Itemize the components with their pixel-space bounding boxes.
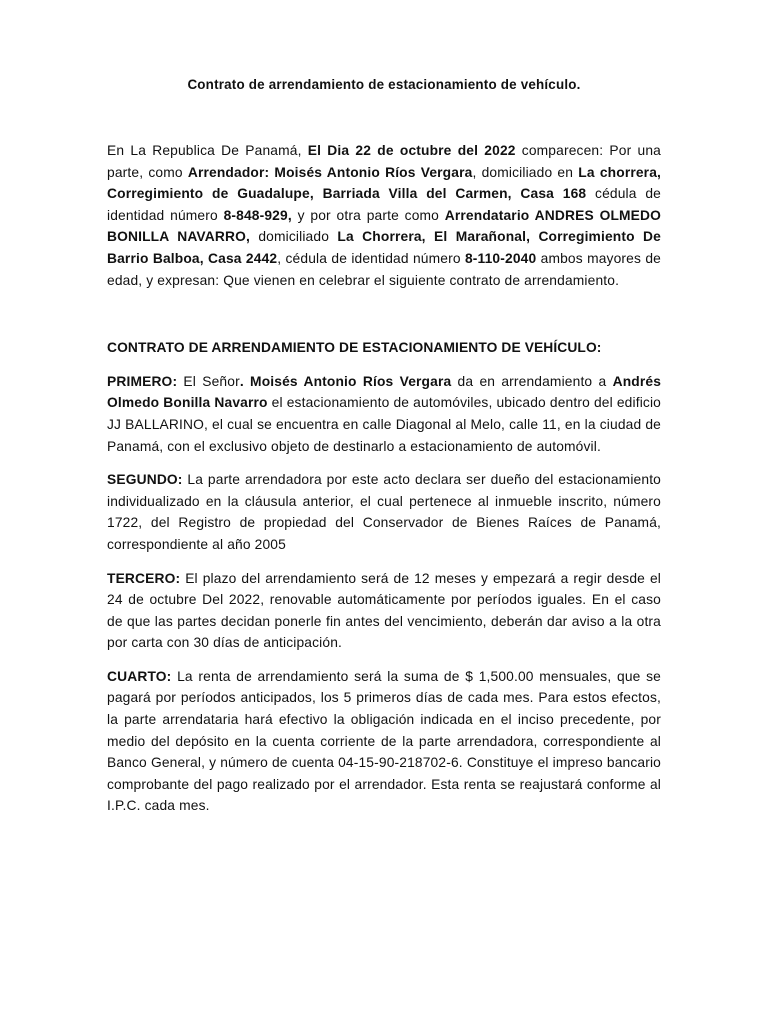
- clause-segundo-label: SEGUNDO:: [107, 472, 183, 488]
- intro-text-3: , domiciliado en: [472, 164, 579, 180]
- clause-cuarto-text: La renta de arrendamiento será la suma de $ 1,500.00 mensuales, que se pagará por períodos anticipados, los 5 primeros días de cada mes. Para estos efectos, la parte arrendataria hará efectivo la obligación indicada en el inciso precedente, por medio del depósito en la cuenta corriente de la parte arrendadora, correspondiente al Banco General, y número de cuenta 04-15-90-218702-6. Constituye el impreso bancario comprobante del pago realizado por el arrendador. Esta renta se reajustará conforme al I.P.C. cada mes.: [107, 668, 661, 814]
- intro-date: El Dia 22 de octubre del 2022: [307, 143, 516, 158]
- intro-arrendador: Arrendador: Moisés Antonio Ríos Vergara: [187, 164, 473, 180]
- section-heading: CONTRATO DE ARRENDAMIENTO DE ESTACIONAMIENTO DE VEHÍCULO:: [107, 340, 602, 356]
- intro-text-7: , cédula de identidad número: [277, 250, 465, 266]
- document-title: Contrato de arrendamiento de estacionamiento de vehículo.: [187, 77, 581, 92]
- intro-arrendador-address: La chorrera, Corregimiento de Guadalupe, Barriada Villa del Carmen, Casa 168: [107, 164, 662, 202]
- intro-text-5: y por otra parte como: [291, 207, 445, 223]
- clause-primero-text-3: el estacionamiento de automóviles, ubicado dentro del edificio JJ BALLARINO, el cual se encuentra en calle Diagonal al Melo, calle 11, en la ciudad de Panamá, con el exclusivo objeto de destinarlo a estacionamiento de automóvil.: [107, 395, 662, 454]
- clause-primero-text-1: El Señor: [177, 373, 240, 389]
- intro-arrendador-id: 8-848-929,: [223, 207, 292, 223]
- intro-text-2: comparecen: Por una parte, como: [107, 143, 661, 180]
- clause-primero-arrendatario: Andrés Olmedo Bonilla Navarro: [107, 373, 662, 411]
- clause-primero: [107, 371, 661, 457]
- clause-primero-text-2: da en arrendamiento a: [451, 373, 613, 389]
- clause-segundo: [107, 469, 661, 555]
- clause-tercero: [107, 568, 661, 654]
- intro-text-4: cédula de identidad número: [107, 186, 662, 223]
- intro-text-6: domiciliado: [249, 229, 338, 245]
- clause-tercero-text: El plazo del arrendamiento será de 12 meses y empezará a regir desde el 24 de octubre Del 2022, renovable automáticamente por períodos iguales. En el caso de que las partes decidan ponerle fin antes del vencimiento, deberán dar aviso a la otra por carta con 30 días de anticipación.: [107, 570, 661, 651]
- clause-primero-arrendador: . Moisés Antonio Ríos Vergara: [239, 373, 452, 389]
- intro-text-8: ambos mayores de edad, y expresan: Que vienen en celebrar el siguiente contrato de arrendamiento.: [107, 250, 661, 288]
- clause-tercero-label: TERCERO:: [107, 570, 181, 586]
- clause-segundo-text: La parte arrendadora por este acto declara ser dueño del estacionamiento individualizado en la cláusula anterior, el cual pertenece al inmueble inscrito, número 1722, del Registro de propiedad del Conservador de Bienes Raíces de Panamá, correspondiente al año 2005: [107, 472, 661, 552]
- clause-cuarto: [107, 666, 661, 817]
- intro-arrendatario-address: La Chorrera, El Marañonal, Corregimiento De Barrio Balboa, Casa 2442: [107, 229, 661, 266]
- intro-arrendatario: Arrendatario ANDRES OLMEDO BONILLA NAVARRO,: [107, 207, 662, 245]
- intro-arrendatario-id: 8-110-2040: [464, 250, 537, 266]
- clause-cuarto-label: CUARTO:: [107, 668, 172, 684]
- intro-paragraph: [107, 140, 661, 291]
- intro-text-1: En La Republica De Panamá,: [107, 143, 308, 158]
- clause-primero-label: PRIMERO:: [107, 373, 178, 389]
